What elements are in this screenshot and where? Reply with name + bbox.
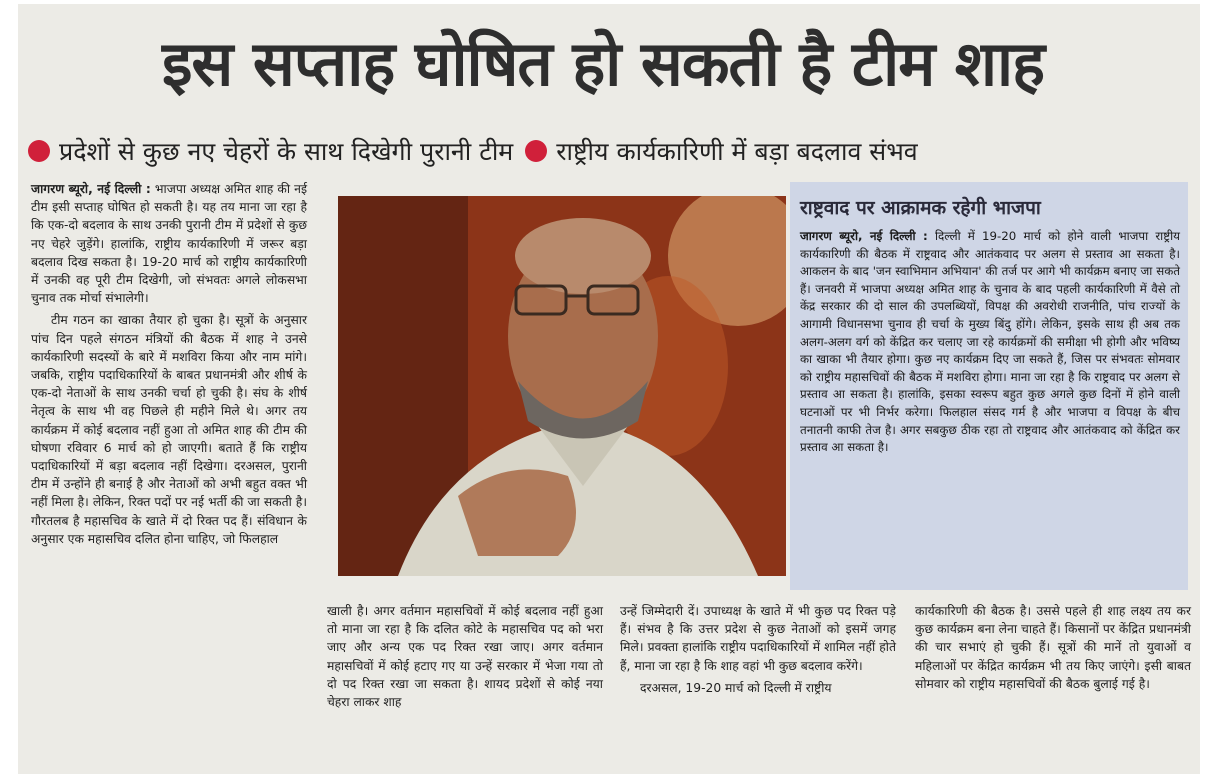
sidebar-byline: जागरण ब्यूरो, नई दिल्ली : [800,229,928,243]
subheadline-1: प्रदेशों से कुछ नए चेहरों के साथ दिखेगी पुरानी टीम [59,137,514,166]
subheadline-2: राष्ट्रीय कार्यकारिणी में बड़ा बदलाव संभव [556,137,918,166]
article-column-2 [327,602,603,711]
paragraph: दरअसल, 19-20 मार्च को दिल्ली में राष्ट्रीय [640,680,832,695]
red-bullet-icon [28,140,50,162]
photo-amit-shah [338,196,786,576]
paragraph: टीम गठन का खाका तैयार हो चुका है। सूत्रों के अनुसार पांच दिन पहले संगठन मंत्रियों की बैठक में शाह ने उनसे कार्यकारिणी सदस्यों के बारे में मशविरा किया और नाम मांगे। जबकि, राष्ट्रीय पदाधिकारियों के बाबत प्रधानमंत्री और शीर्ष के एक-दो नेताओं के साथ उनकी चर्चा हो चुकी है। संघ के शीर्ष नेतृत्व के साथ भी वह पिछले ही महीने मिले थे। अगर तय कार्यक्रम में कोई बदलाव नहीं हुआ तो अमित शाह की टीम की घोषणा रविवार 6 मार्च को हो जाएगी। बताते हैं कि राष्ट्रीय पदाधिकारियों में बड़ा बदलाव नहीं दिखेगा। दरअसल, पुरानी टीम में उन्होंने ही बनाई है और नेताओं को अभी बहुत वक्त भी नहीं मिला है। लेकिन, रिक्त पदों पर नई भर्ती की जा सकती है। गौरतलब है महासचिव के खाते में दो रिक्त पद हैं। संविधान के अनुसार एक महासचिव दलित होना चाहिए, जो फिलहाल [31,313,307,546]
sidebar-story-title: राष्ट्रवाद पर आक्रामक रहेगी भाजपा [800,197,1041,219]
sidebar-story-text: दिल्ली में 19-20 मार्च को होने वाली भाजपा राष्ट्रीय कार्यकारिणी की बैठक में राष्ट्रवाद और आतंकवाद पर अलग से प्रस्ताव आ सकता है। आकलन के बाद 'जन स्वाभिमान अभियान' की तर्ज पर आगे भी कार्यक्रम बनाए जा सकते हैं। जनवरी में भाजपा अध्यक्ष अमित शाह के चुनाव के बाद पहली कार्यकारिणी में वैसे तो केंद्र सरकार की दो साल की उपलब्धियों, विपक्ष की अवरोधी राजनीति, पांच राज्यों के आगामी विधानसभा चुनाव ही चर्चा के मुख्य बिंदु होंगे। लेकिन, इसके साथ ही अब तक अलग-अलग वर्ग को केंद्रित कर चलाए जा रहे कार्यक्रमों की समीक्षा भी होगी और भविष्य का खाका भी तैयार होगा। कुछ नए कार्यक्रम दिए जा सकते हैं, जिस पर संभवतः सोमवार को राष्ट्रीय महासचिवों की बैठक में मशविरा होगा। माना जा रहा है कि राष्ट्रवाद पर अलग से प्रस्ताव आ सकता है। हालांकि, इसका स्वरूप बहुत कुछ अगले कुछ दिनों में होने वाली घटनाओं पर भी निर्भर करेगा। फिलहाल संसद गर्म है और भाजपा व विपक्ष के बीच तनातनी काफी तेज है। अगर सबकुछ ठीक रहा तो राष्ट्रवाद और आतंकवाद को केंद्रित कर प्रस्ताव आ सकता है। [800,229,1181,455]
subheadline-row [28,130,1193,172]
article-column-1 [31,180,307,548]
red-bullet-icon [525,140,547,162]
sidebar-story-box [790,182,1188,590]
paragraph: कार्यकारिणी की बैठक है। उससे पहले ही शाह लक्ष्य तय कर कुछ कार्यक्रम बना लेना चाहते हैं। किसानों पर केंद्रित प्रधानमंत्री की चार सभाएं हो चुकी हैं। सूत्रों की मानें तो युवाओं व महिलाओं पर केंद्रित कार्यक्रम भी तय किए जाएंगे। इसी बाबत सोमवार को राष्ट्रीय महासचिवों की बैठक बुलाई गई है। [915,604,1191,691]
paragraph: खाली है। अगर वर्तमान महासचिवों में कोई बदलाव नहीं हुआ तो माना जा रहा है कि दलित कोटे के महासचिव पद को भरा जाए और अन्य एक पद रिक्त रखा जाए। अगर वर्तमान महासचिवों में कोई हटाए गए या उन्हें सरकार में भेजा गया तो दो पद रिक्त रखा जा सकता है। शायद प्रदेशों से कोई नया चेहरा लाकर शाह [327,604,603,710]
sidebar-story-body [800,228,1180,457]
article-column-4 [915,602,1191,693]
paragraph [31,180,307,307]
byline: जागरण ब्यूरो, नई दिल्ली : [31,182,151,196]
paragraph-text: भाजपा अध्यक्ष अमित शाह की नई टीम इसी सप्ताह घोषित हो सकती है। यह तय माना जा रहा है कि एक-दो बदलाव के साथ उनकी पुरानी टीम में प्रदेशों से कुछ नए चेहरे जुड़ेंगे। हालांकि, राष्ट्रीय कार्यकारिणी में जरूर बड़ा बदलाव दिख सकता है। 19-20 मार्च को राष्ट्रीय कार्यकारिणी में उनकी वह पूरी टीम दिखेगी, जो संभवतः अगले लोकसभा चुनाव तक मोर्चा संभालेगी। [31,182,307,306]
headline: इस सप्ताह घोषित हो सकती है टीम शाह [161,27,1045,100]
article-column-3 [620,602,896,697]
paragraph: उन्हें जिम्मेदारी दें। उपाध्यक्ष के खाते में भी कुछ पद रिक्त पड़े हैं। संभव है कि उत्तर प्रदेश से कुछ नेताओं को इसमें जगह मिले। प्रवक्ता हालांकि राष्ट्रीय पदाधिकारियों में शामिल नहीं होते हैं, माना जा रहा है कि शाह वहां भी कुछ बदलाव करेंगे। [620,604,896,673]
